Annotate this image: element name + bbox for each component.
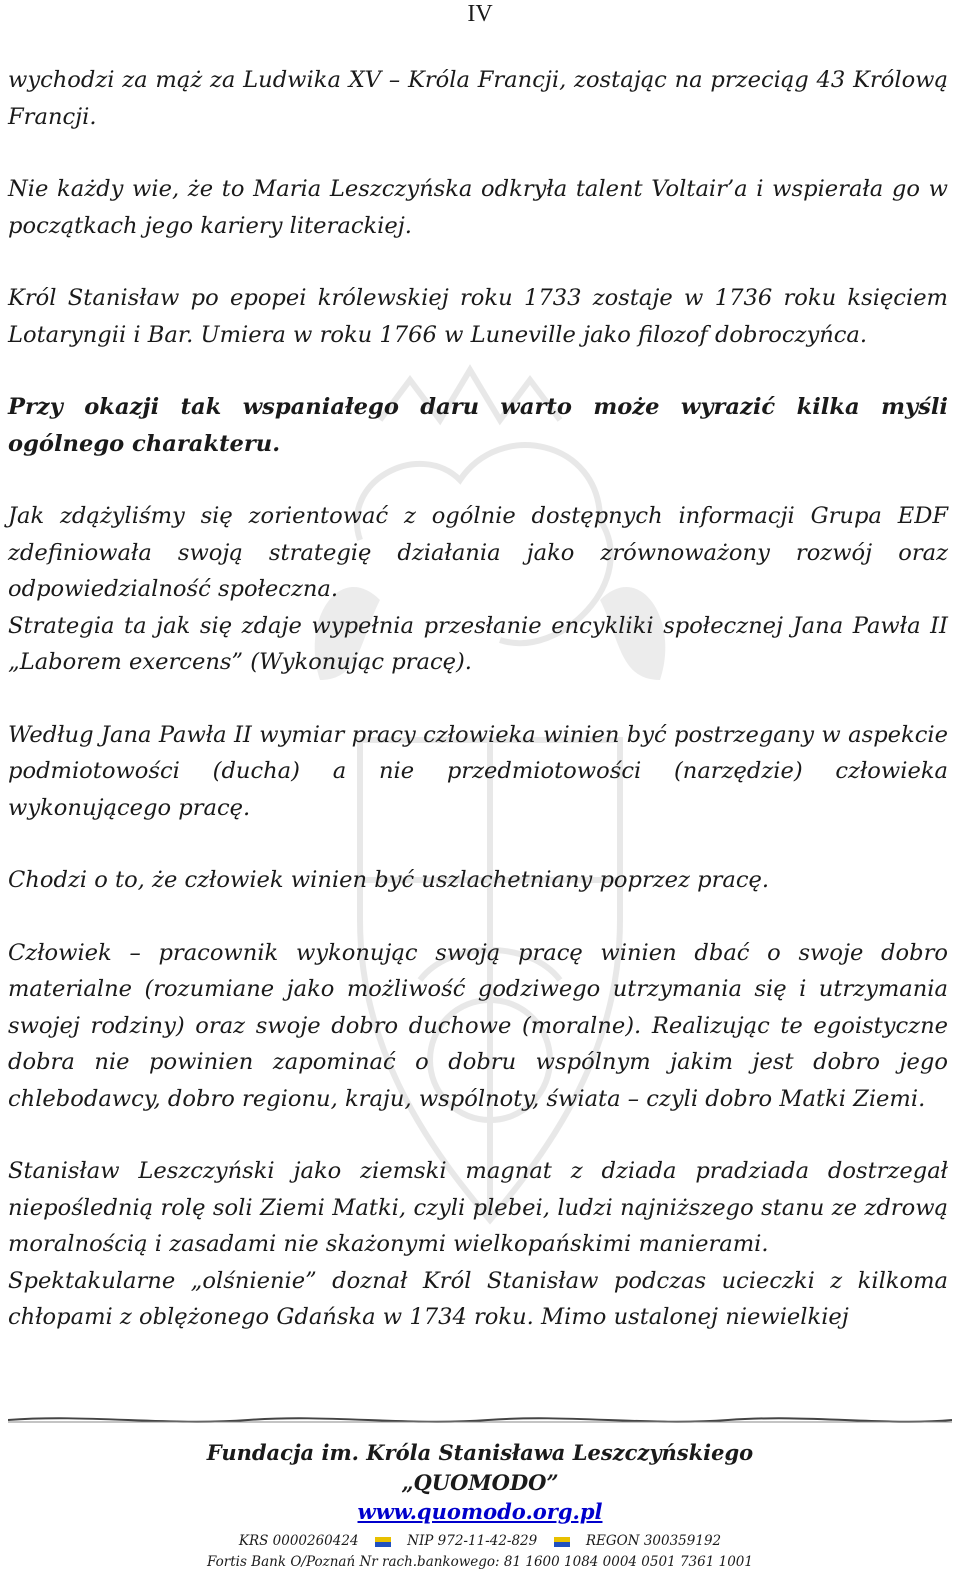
document-body — [8, 62, 948, 1336]
paragraph: Przy okazji tak wspaniałego daru warto może wyrazić kilka myśli ogólnego charakteru. — [8, 394, 948, 457]
paragraph: wychodzi za mąż za Ludwika XV – Króla Francji, zostając na przeciąg 43 Królową Francji. — [8, 67, 948, 130]
registration-line — [0, 1530, 960, 1552]
paragraph: Strategia ta jak się zdaje wypełnia przesłanie encykliki społecznej Jana Pawła II „Laborem exercens” (Wykonując pracę). — [8, 612, 948, 675]
regon-number: REGON 300359192 — [585, 1533, 722, 1549]
nip-number: NIP 972-11-42-829 — [407, 1533, 538, 1549]
flag-icon — [375, 1537, 391, 1547]
page-number: IV — [467, 1, 493, 27]
website-link[interactable]: www.quomodo.org.pl — [357, 1499, 603, 1524]
paragraph: Spektakularne „olśnienie” doznał Król Stanisław podczas ucieczki z kilkoma chłopami z oblężonego Gdańska w 1734 roku. Mimo ustalonej niewielkiej — [8, 1267, 948, 1330]
paragraph: Król Stanisław po epopei królewskiej roku 1733 zostaje w 1736 roku księciem Lotaryngii i Bar. Umiera w roku 1766 w Luneville jako filozof dobroczyńca. — [8, 285, 948, 348]
paragraph: Stanisław Leszczyński jako ziemski magnat z dziada pradziada dostrzegał niepoślednią rolę soli Ziemi Matki, czyli plebei, ludzi najniższego stanu ze zdrową moralnością i zasadami nie skażonymi wielkopańskimi manierami. — [8, 1158, 948, 1257]
paragraph: Chodzi o to, że człowiek winien być uszlachetniany poprzez pracę. — [8, 867, 770, 893]
bank-account: Fortis Bank O/Poznań Nr rach.bankowego: 81 1600 1084 0004 0501 7361 1001 — [207, 1554, 753, 1570]
paragraph: Nie każdy wie, że to Maria Leszczyńska odkryła talent Voltair’a i wspierała go w początkach jego kariery literackiej. — [8, 176, 948, 239]
footer-divider — [8, 1412, 952, 1428]
krs-number: KRS 0000260424 — [238, 1533, 359, 1549]
paragraph: Człowiek – pracownik wykonując swoją pracę winien dbać o swoje dobro materialne (rozumiane jako możliwość godziwego utrzymania się i utrzymania swojej rodziny) oraz swoje dobro duchowe (moralne). Realizując te egoistyczne dobra nie powinien zapominać o dobru wspólnym jakim jest dobro jego chlebodawcy, dobro regionu, kraju, wspólnoty, świata – czyli dobro Matki Ziemi. — [8, 939, 948, 1112]
flag-icon — [554, 1537, 570, 1547]
foundation-name: Fundacja im. Króla Stanisława Leszczyńskiego — [206, 1440, 754, 1465]
footer — [0, 1438, 960, 1572]
paragraph: Według Jana Pawła II wymiar pracy człowieka winien być postrzegany w aspekcie podmiotowości (ducha) a nie przedmiotowości (narzędzie) człowieka wykonującego pracę. — [8, 721, 948, 821]
paragraph: Jak zdążyliśmy się zorientować z ogólnie dostępnych informacji Grupa EDF zdefiniowała swoją strategię działania jako zrównoważony rozwój oraz odpowiedzialność społeczna. — [8, 503, 948, 602]
foundation-quomodo: „QUOMODO” — [401, 1470, 559, 1495]
